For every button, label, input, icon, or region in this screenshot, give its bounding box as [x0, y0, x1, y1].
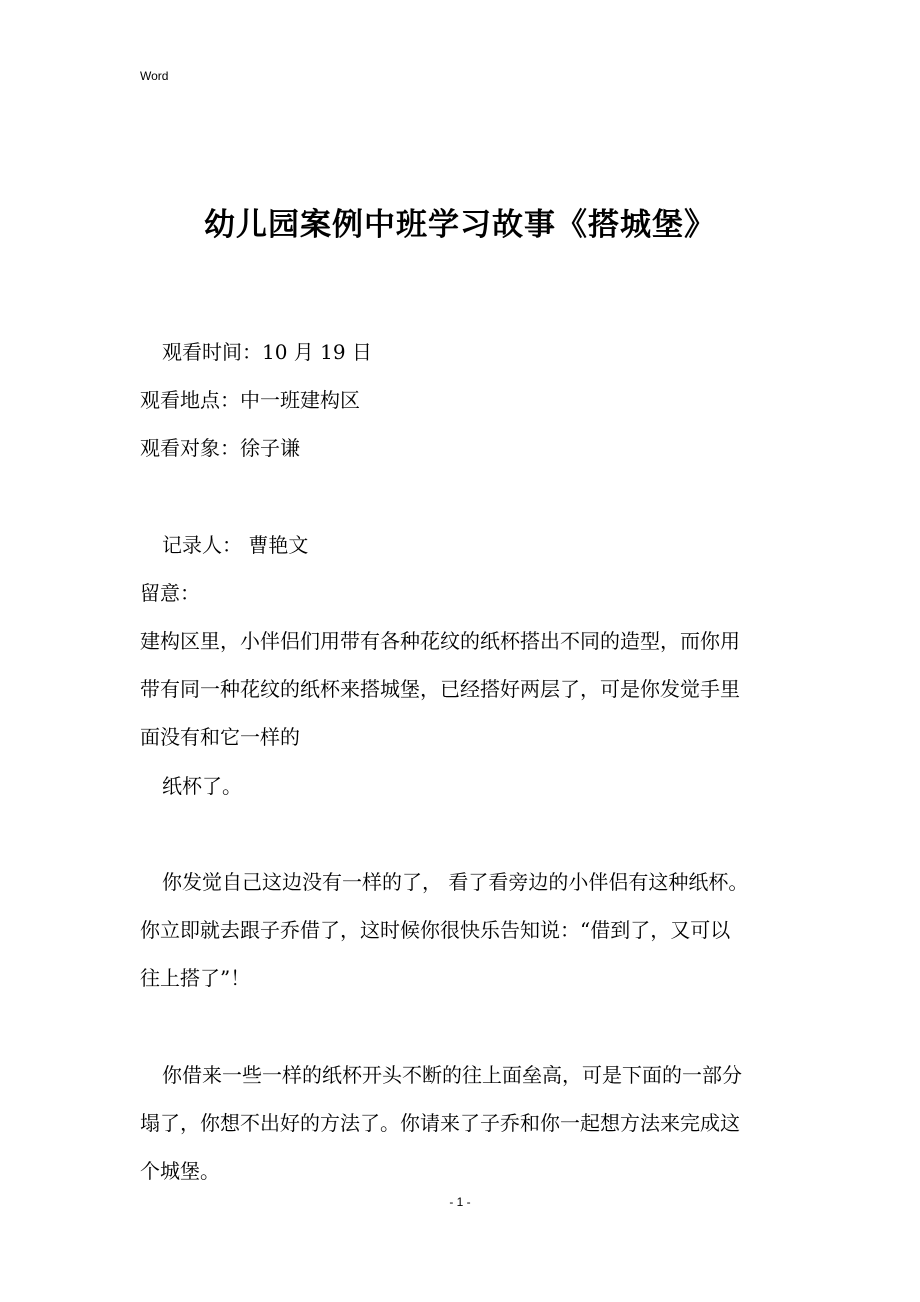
paragraph-2-line-2: 你立即就去跟子乔借了，这时候你很快乐告知说：“借到了，又可以 [140, 918, 731, 942]
document-title: 幼儿园案例中班学习故事《搭城堡》 [204, 207, 716, 243]
paragraph-2-line-3: 往上搭了”！ [140, 966, 251, 990]
paragraph-3-line-2: 塌了，你想不出好的方法了。你请来了子乔和你一起想方法来完成这 [140, 1111, 740, 1135]
observation-subject: 观看对象：徐子谦 [140, 436, 300, 460]
recorder: 记录人： 曹艳文 [162, 533, 309, 557]
paragraph-3-line-3: 个城堡。 [140, 1159, 220, 1183]
paragraph-3-line-1: 你借来一些一样的纸杯开头不断的往上面垒高，可是下面的一部分 [162, 1063, 742, 1087]
page-number: - 1 - [449, 1195, 471, 1209]
paragraph-1-line-1: 建构区里，小伴侣们用带有各种花纹的纸杯搭出不同的造型，而你用 [140, 629, 740, 653]
document-header-label: Word [140, 69, 169, 83]
paragraph-2-line-1: 你发觉自己这边没有一样的了， 看了看旁边的小伴侣有这种纸杯。 [162, 870, 749, 894]
paragraph-1-line-2: 带有同一种花纹的纸杯来搭城堡，已经搭好两层了，可是你发觉手里 [140, 677, 740, 701]
observation-time: 观看时间：10 月 19 日 [162, 340, 372, 364]
paragraph-1-line-4: 纸杯了。 [162, 774, 242, 798]
paragraph-1-line-3: 面没有和它一样的 [140, 725, 300, 749]
notice-label: 留意： [140, 581, 200, 605]
observation-place: 观看地点：中一班建构区 [140, 388, 360, 412]
